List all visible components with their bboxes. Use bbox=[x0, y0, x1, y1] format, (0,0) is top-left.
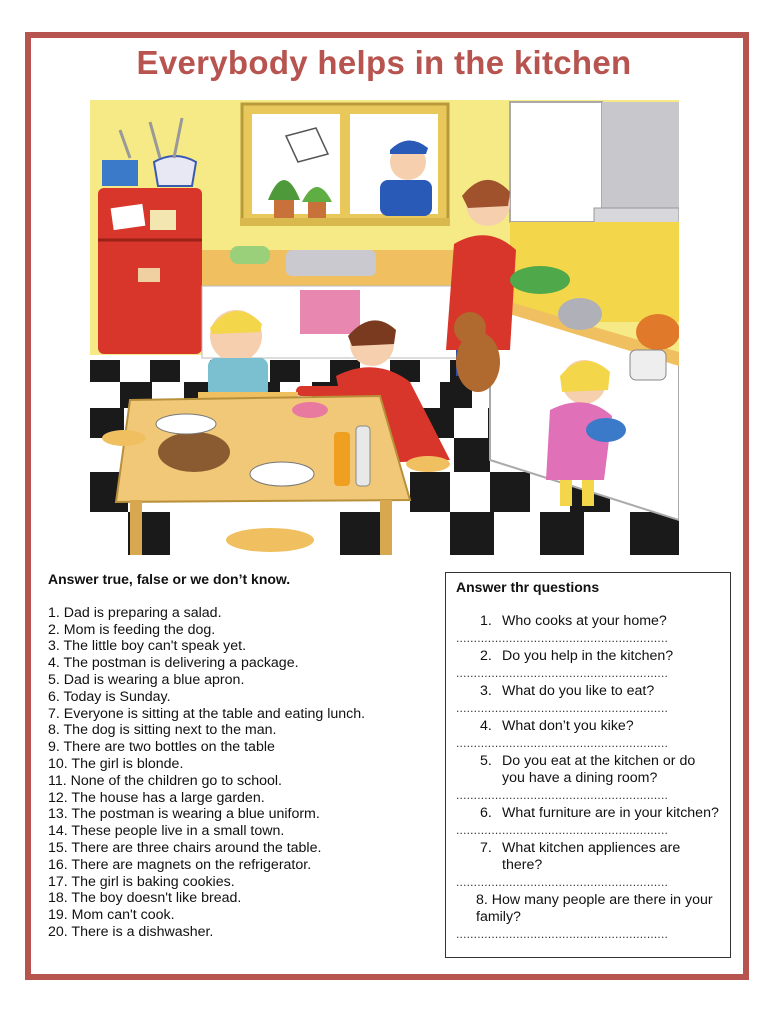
statement-item: 3. The little boy can't speak yet. bbox=[48, 638, 247, 655]
statement-item: 10. The girl is blonde. bbox=[48, 755, 184, 772]
question-item bbox=[456, 805, 720, 822]
question-number: 7. bbox=[480, 840, 492, 856]
statement-item: 7. Everyone is sitting at the table and eating lunch. bbox=[48, 705, 366, 722]
answer-line[interactable]: ............................................................ bbox=[456, 666, 669, 680]
question-number: 2. bbox=[480, 648, 492, 664]
statement-item: 13. The postman is wearing a blue uniform. bbox=[48, 806, 320, 823]
true-false-section bbox=[48, 571, 428, 941]
statement-item: 14. These people live in a small town. bbox=[48, 823, 285, 840]
answer-line[interactable]: ............................................................ bbox=[456, 788, 669, 802]
statement-item: 15. There are three chairs around the table. bbox=[48, 839, 322, 856]
statement-item: 2. Mom is feeding the dog. bbox=[48, 621, 216, 638]
question-item bbox=[456, 718, 720, 735]
question-number: 6. bbox=[480, 805, 492, 821]
question-item bbox=[456, 648, 720, 665]
kitchen-illustration bbox=[90, 100, 679, 555]
statement-item: 20. There is a dishwasher. bbox=[48, 923, 214, 940]
statement-item: 11. None of the children go to school. bbox=[48, 772, 282, 789]
questions-box bbox=[445, 572, 731, 958]
answer-line[interactable]: ............................................................ bbox=[456, 823, 669, 837]
statement-item: 16. There are magnets on the refrigerator. bbox=[48, 856, 312, 873]
answer-line[interactable]: ............................................................ bbox=[456, 736, 669, 750]
statement-item: 6. Today is Sunday. bbox=[48, 688, 171, 705]
question-text: What furniture are in your kitchen? bbox=[502, 805, 719, 821]
question-text: What don’t you kike? bbox=[502, 718, 634, 734]
statement-item: 18. The boy doesn't like bread. bbox=[48, 890, 242, 907]
question-text: Do you eat at the kitchen or do you have a dining room? bbox=[502, 753, 696, 786]
true-false-heading: Answer true, false or we don’t know. bbox=[48, 571, 291, 587]
answer-line[interactable]: ............................................................ bbox=[456, 875, 669, 889]
question-text: Do you help in the kitchen? bbox=[502, 648, 674, 664]
question-text: What do you like to eat? bbox=[502, 683, 655, 699]
statement-item: 9. There are two bottles on the table bbox=[48, 739, 275, 756]
question-item bbox=[456, 840, 720, 874]
question-number: 3. bbox=[480, 683, 492, 699]
refrigerator bbox=[98, 188, 202, 354]
statement-item: 8. The dog is sitting next to the man. bbox=[48, 722, 277, 739]
answer-line[interactable]: ............................................................ bbox=[456, 631, 669, 645]
question-number: 5. bbox=[480, 753, 492, 769]
page-title: Everybody helps in the kitchen bbox=[136, 44, 632, 81]
question-item-last: 8. How many people are there in your family? bbox=[476, 892, 713, 925]
answer-line[interactable]: ............................................................ bbox=[456, 927, 669, 941]
statement-item: 1. Dad is preparing a salad. bbox=[48, 604, 222, 621]
question-item bbox=[456, 683, 720, 700]
question-number: 1. bbox=[480, 613, 492, 629]
question-text: Who cooks at your home? bbox=[502, 613, 667, 629]
questions-heading: Answer thr questions bbox=[456, 579, 600, 595]
question-item bbox=[456, 613, 720, 630]
question-item bbox=[456, 753, 720, 787]
question-text: What kitchen appliences are there? bbox=[502, 840, 681, 873]
statement-item: 4. The postman is delivering a package. bbox=[48, 655, 299, 672]
question-number: 4. bbox=[480, 718, 492, 734]
statement-item: 17. The girl is baking cookies. bbox=[48, 873, 235, 890]
statement-item: 19. Mom can't cook. bbox=[48, 907, 175, 924]
answer-line[interactable]: ............................................................ bbox=[456, 701, 669, 715]
true-false-list bbox=[48, 605, 428, 941]
statement-item: 5. Dad is wearing a blue apron. bbox=[48, 671, 245, 688]
statement-item: 12. The house has a large garden. bbox=[48, 789, 265, 806]
